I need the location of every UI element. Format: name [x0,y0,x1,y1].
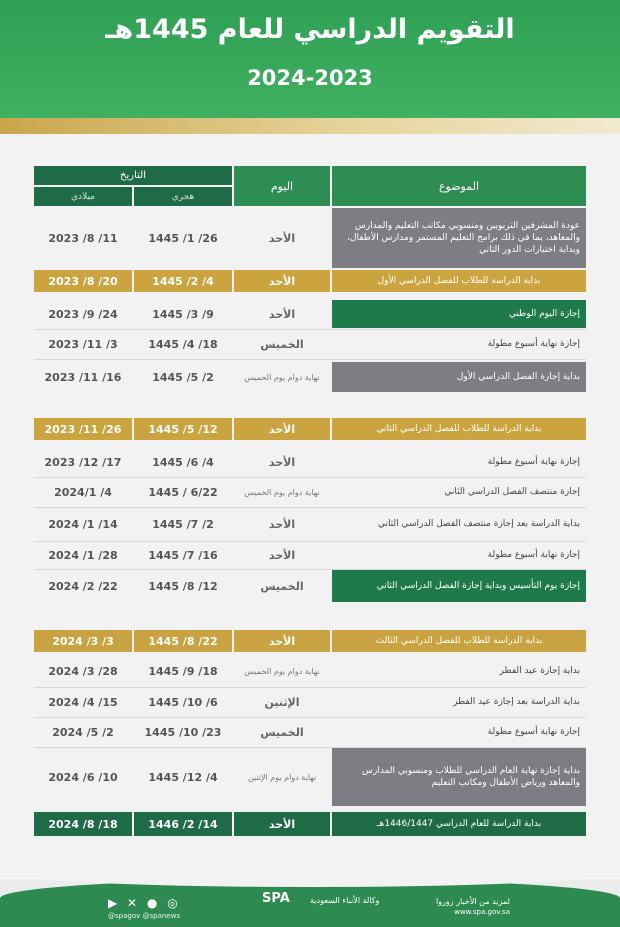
day-cell: الخميس [260,579,304,593]
academic-years: 2024-2023 [247,66,373,90]
topic-cell: بداية الدراسة للطلاب للفصل الدراسي الثالث [375,636,543,646]
gregorian-date: 2023 /11 /16 [44,370,122,384]
hijri-date: 1445 /8 /22 [148,634,218,648]
gregorian-date: 2024 /6 /10 [48,770,118,784]
table-row [34,208,586,268]
hijri-date: 1445 /6 /4 [152,455,214,469]
hijri-date: 1445 /1 /26 [148,231,218,245]
hijri-date: 1445 /10 /23 [144,725,222,739]
hijri-date: 1445 /9 /18 [148,664,218,678]
gregorian-header: ميلادي [34,187,132,206]
day-cell: الأحد [268,455,296,469]
gregorian-date: 2024 /2 /22 [48,579,118,593]
day-note: نهاية دوام يوم الإثنين [247,772,317,782]
table-row [34,362,586,392]
table-row [34,688,586,716]
day-cell: الأحد [268,231,296,245]
topic-cell: بداية إجازة الفصل الدراسي الأول [456,372,580,382]
topic-header: الموضوع [332,166,586,206]
day-cell: الأحد [268,307,296,321]
gregorian-date: 2024 /1 /28 [48,548,118,562]
table-row [34,542,586,568]
hijri-date: 1445 /7 /2 [152,517,214,531]
topic-cell: بداية الدراسة للطلاب للفصل الدراسي الثاني [376,424,542,434]
table-row [34,448,586,476]
table-row [34,630,586,652]
hijri-date: 1445 /7 /16 [148,548,218,562]
hijri-date: 1446 /2 /14 [148,817,218,831]
hijri-date: 1445 /4 /18 [148,337,218,351]
hijri-date: 1445 /10 /6 [148,695,218,709]
social-handles: @spagov @spanews [108,912,180,920]
day-cell: الأحد [268,634,296,648]
topic-cell: إجازة اليوم الوطني [508,309,580,319]
table-row [34,270,586,292]
gregorian-date: 2024 /1 /14 [48,517,118,531]
day-cell: الأحد [268,517,296,531]
website-caption: لمزيد من الأخبار زوروا [435,897,510,906]
table-row [34,656,586,686]
gregorian-date: 2024 /4 /15 [48,695,118,709]
table-row [34,812,586,836]
day-cell: الأحد [268,274,296,288]
topic-cell: إجازة نهاية أسبوع مطولة [487,727,580,737]
topic-cell: إجازة يوم التأسيس وبداية إجازة الفصل الدراسي الثاني [376,581,580,591]
topic-cell: بداية الدراسة بعد إجازة منتصف الفصل الدراسي الثاني [377,519,580,529]
topic-cell: بداية الدراسة للطلاب للفصل الدراسي الأول [377,276,541,286]
gregorian-date: 2023 /12 /17 [44,455,122,469]
gregorian-date: 2024 /8 /18 [48,817,118,831]
spa-logo [262,891,380,906]
table-row [34,478,586,506]
table-row [34,748,586,806]
logo-arabic: وكالة الأنباء السعودية [310,896,380,905]
day-cell: الأحد [268,817,296,831]
hijri-date: 1445 /12 /4 [148,770,218,784]
gregorian-date: 2023 /11 /3 [48,337,118,351]
gregorian-date: 2023 /9 /24 [48,307,118,321]
topic-cell: بداية الدراسة بعد إجازة عيد الفطر [453,697,580,707]
hijri-date: 1445 /5 /12 [148,422,218,436]
hijri-header: هجري [134,187,232,206]
topic-cell: إجازة منتصف الفصل الدراسي الثاني [444,487,580,497]
hijri-date: 1445 /8 /12 [148,579,218,593]
table-row [34,418,586,440]
gregorian-date: 2024 /3 /28 [48,664,118,678]
gregorian-date: 2023 /11 /26 [44,422,122,436]
hijri-date: 1445 /5 /2 [152,370,214,384]
day-note: نهاية دوام يوم الخميس [244,487,320,497]
social-icons[interactable]: ▶ ✕ ● ◎ [108,896,181,910]
hijri-date: 1445 /3 /9 [152,307,214,321]
day-note: نهاية دوام يوم الخميس [244,372,320,382]
table-row [34,300,586,328]
website-info[interactable] [410,897,510,916]
topic-cell: إجازة نهاية أسبوع مطولة [487,457,580,467]
hijri-date: 1445 /2 /4 [152,274,214,288]
day-cell: الأحد [268,548,296,562]
hijri-date: 1445 / 6/22 [148,485,218,499]
gregorian-date: 2023 /8 /11 [48,231,118,245]
date-header [34,166,232,206]
topic-cell: بداية الدراسة للعام الدراسي 1446/1447هـ [376,819,542,829]
social-links[interactable] [108,896,218,920]
table-row [34,330,586,358]
gold-band [0,118,620,134]
day-cell: الخميس [260,725,304,739]
day-header: اليوم [234,166,330,206]
gregorian-date: 2023 /8 /20 [48,274,118,288]
topic-cell: إجازة نهاية أسبوع مطولة [487,339,580,349]
gregorian-date: 2024 /5 /2 [52,725,114,739]
topic-cell: بداية إجازة نهاية العام الدراسي للطلاب ومنسوبي المدارس والمعاهد ورياض الأطفال ومكاتب التعليم [362,766,580,788]
table-row [34,718,586,746]
day-cell: الخميس [260,337,304,351]
website-url[interactable]: www.spa.gov.sa [454,908,510,916]
logo-text: SPA [262,891,290,906]
gregorian-date: 2024 /3 /3 [52,634,114,648]
topic-cell: عودة المشرفين التربويين ومنسوبي مكاتب التعليم والمدارس والمعاهد، بما في ذلك برامج التعليم المستمر ومدارس الأطفال، وبداية اختبارات الدور الثاني [347,221,580,255]
page-title: التقويم الدراسي للعام 1445هـ [105,14,515,45]
day-cell: الأحد [268,422,296,436]
table-row [34,570,586,602]
table-row [34,508,586,540]
date-header-label: التاريخ [34,166,232,185]
day-note: نهاية دوام يوم الخميس [244,666,320,676]
topic-cell: بداية إجازة عيد الفطر [499,666,580,676]
topic-cell: إجازة نهاية أسبوع مطولة [487,550,580,560]
day-cell: الإثنين [264,695,300,709]
gregorian-date: 2024/1 /4 [54,485,112,499]
header-banner [0,0,620,118]
